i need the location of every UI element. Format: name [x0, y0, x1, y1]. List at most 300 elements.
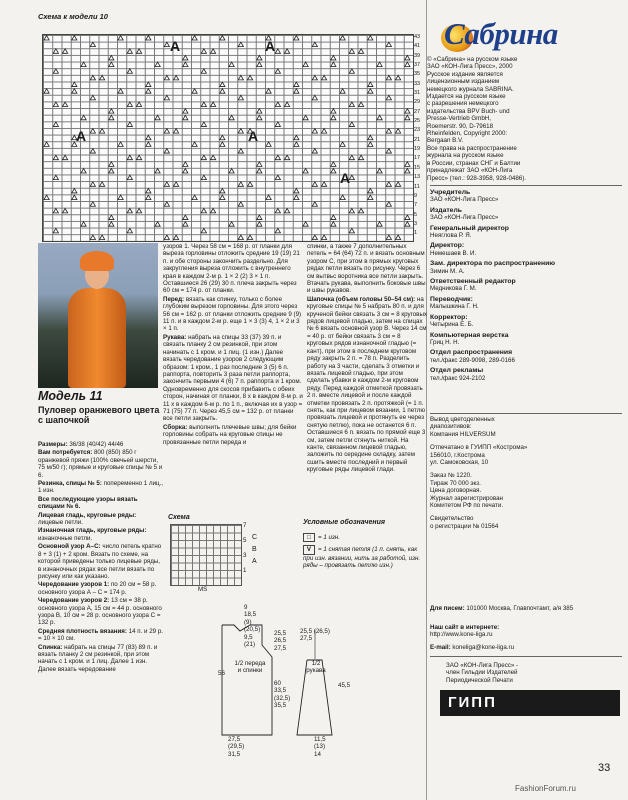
chart-stitch-symbol — [368, 36, 373, 41]
chart-stitch-symbol — [275, 69, 280, 74]
chart-stitch-symbol — [220, 36, 225, 41]
instruction-text: выполнить плечевые швы; для бейки горловины собрать на круговые спицы не провязанные петли переда и — [163, 423, 297, 446]
chart-stitch-symbol — [368, 89, 373, 94]
chart-stitch-symbol — [312, 235, 317, 240]
chart-stitch-symbol — [72, 195, 77, 200]
chart-stitch-symbol — [164, 42, 169, 47]
chart-stitch-symbol — [405, 215, 410, 220]
instruction-paragraph — [38, 628, 163, 643]
front-height-measure: (32,5) — [274, 694, 291, 702]
instruction-heading: Перед: — [163, 295, 185, 303]
print-line: Компания HILVERSUM — [430, 430, 496, 438]
member-info — [446, 662, 616, 684]
staff-entry — [430, 189, 625, 204]
chart-stitch-symbol — [275, 175, 280, 180]
chart-stitch-symbol — [90, 129, 95, 134]
chart-row-numbers — [414, 34, 426, 240]
legend-item — [303, 545, 423, 569]
chart-letter: A — [76, 128, 87, 144]
instruction-heading: Резинка, спицы № 5: — [38, 480, 102, 488]
chart-stitch-symbol — [257, 169, 262, 174]
sleeve-top-measure: 27,5 — [300, 635, 313, 643]
instruction-paragraph — [307, 243, 427, 295]
chart-stitch-symbol — [44, 36, 49, 41]
chart-stitch-symbol — [155, 62, 160, 67]
chart-stitch-symbol — [368, 142, 373, 147]
chart-stitch-symbol — [312, 182, 317, 187]
print-line: Вывод цветоделенных — [430, 416, 495, 423]
chart-stitch-symbol — [294, 142, 299, 147]
chart-stitch-symbol — [127, 208, 132, 213]
chart-stitch-symbol — [322, 129, 327, 134]
chart-stitch-symbol — [155, 222, 160, 227]
chart-stitch-symbol — [137, 155, 142, 160]
chart-stitch-symbol — [201, 49, 206, 54]
chart-stitch-symbol — [155, 169, 160, 174]
chart-stitch-symbol — [312, 75, 317, 80]
chart-stitch-symbol — [340, 89, 345, 94]
chart-stitch-symbol — [72, 142, 77, 147]
chart-stitch-symbol — [220, 89, 225, 94]
chart-stitch-symbol — [386, 42, 391, 47]
chart-stitch-symbol — [211, 155, 216, 160]
chart-stitch-symbol — [109, 162, 114, 167]
sleeve-bottom-measures — [314, 736, 344, 758]
print-line: Цена договорная. — [430, 487, 482, 495]
sleeve-top-measures — [300, 628, 360, 643]
staff-name: Малышкина Г. Н. — [430, 303, 479, 311]
chart-stitch-symbol — [127, 155, 132, 160]
imprint-line: Roemerstr. 90, D-79618 — [427, 122, 494, 130]
scheme-row-label: 3 — [243, 552, 247, 559]
instruction-heading: Средняя плотность вязания: — [38, 627, 127, 635]
chart-stitch-symbol — [211, 208, 216, 213]
front-top-measure: (21) — [244, 641, 256, 649]
chart-stitch-symbol — [118, 89, 123, 94]
chart-stitch-symbol — [312, 129, 317, 134]
site-link[interactable]: http://www.kone-liga.ru — [430, 631, 493, 639]
front-top-measures — [244, 604, 272, 648]
chart-stitch-symbol — [368, 135, 373, 140]
chart-stitch-symbol — [220, 135, 225, 140]
chart-stitch-symbol — [238, 235, 243, 240]
chart-stitch-symbol — [405, 222, 410, 227]
scheme-row-label: 1 — [243, 567, 247, 574]
chart-stitch-symbol — [248, 129, 253, 134]
chart-stitch-symbol — [248, 75, 253, 80]
chart-stitch-symbol — [285, 208, 290, 213]
imprint-line: Пресс» (тел.: 928-3958, 928-0486). — [427, 174, 527, 182]
chart-stitch-symbol — [164, 75, 169, 80]
chart-stitch-symbol — [368, 188, 373, 193]
chart-stitch-symbol — [257, 55, 262, 60]
chart-stitch-symbol — [331, 115, 336, 120]
front-top-measure: 18,5 — [244, 611, 257, 619]
chart-stitch-symbol — [109, 115, 114, 120]
front-top-measure: (20,5) — [244, 626, 261, 634]
chart-stitch-symbol — [405, 169, 410, 174]
staff-entry — [430, 278, 625, 293]
sleeve-label: 1/2 рукава — [306, 660, 326, 675]
chart-stitch-symbol — [303, 222, 308, 227]
chart-stitch-symbol — [331, 222, 336, 227]
chart-stitch-symbol — [294, 135, 299, 140]
staff-entry — [430, 332, 625, 347]
model-photo — [38, 243, 158, 388]
imprint-line: лицензионным изданием — [427, 78, 500, 86]
chart-stitch-symbol — [109, 109, 114, 114]
chart-stitch-symbol — [211, 49, 216, 54]
chart-row-number: 11 — [414, 183, 420, 190]
chart-stitch-symbol — [183, 162, 188, 167]
chart-title: Схема к модели 10 — [38, 12, 108, 21]
chart-stitch-symbol — [174, 75, 179, 80]
chart-stitch-symbol — [294, 195, 299, 200]
gipp-logo — [440, 690, 620, 716]
front-top-measure: 9,5 — [244, 633, 253, 641]
instruction-paragraph — [38, 512, 163, 527]
page-number: 33 — [598, 762, 611, 774]
instruction-paragraph — [38, 597, 163, 627]
staff-name: ЗАО «КОН-Лига Пресс» — [430, 214, 499, 222]
instruction-text: попеременно 1 лиц., 1 изн. — [38, 480, 164, 495]
letters-value: 101000 Москва, Главпочтамт, а/я 385 — [466, 605, 574, 612]
chart-stitch-symbol — [72, 82, 77, 87]
chart-row-number: 23 — [414, 127, 421, 134]
chart-stitch-symbol — [396, 75, 401, 80]
staff-role: Переводчик: — [430, 295, 473, 303]
instruction-heading: Все последующие узоры вязать спицами № 6. — [38, 495, 138, 511]
chart-stitch-symbol — [90, 42, 95, 47]
front-bottom-measure: (29,5) — [228, 743, 245, 751]
chart-stitch-symbol — [127, 175, 132, 180]
chart-stitch-symbol — [331, 169, 336, 174]
chart-stitch-symbol — [257, 222, 262, 227]
staff-name: Немешаев В. И. — [430, 249, 477, 257]
staff-entry — [430, 349, 625, 364]
chart-stitch-symbol — [229, 222, 234, 227]
chart-stitch-symbol — [183, 222, 188, 227]
chart-stitch-symbol — [90, 235, 95, 240]
chart-stitch-symbol — [294, 188, 299, 193]
imprint-line: Все права на распространение — [427, 144, 517, 152]
sleeve-height: 45,5 — [338, 682, 351, 689]
chart-stitch-symbol — [294, 82, 299, 87]
chart-stitch-symbol — [377, 62, 382, 67]
chart-stitch-symbol — [137, 102, 142, 107]
sleeve-bottom-measure: 14 — [314, 750, 321, 758]
chart-stitch-symbol — [201, 155, 206, 160]
imprint-line: журнала на русском языке — [427, 152, 504, 160]
print-line: Свидетельство — [430, 515, 474, 523]
chart-row-number: 33 — [414, 80, 421, 87]
model-title: Модель 11 — [38, 389, 103, 403]
chart-stitch-symbol — [359, 208, 364, 213]
chart-stitch-symbol — [81, 115, 86, 120]
scheme-row-label: 5 — [243, 537, 247, 544]
divider — [430, 185, 622, 186]
instruction-text: спинки, а также 7 дополнительных петель = 64 (64) 72 п. и вязать основным узором С, при этом в прямых круговых рядах петли вязать по рисунку. Через 6 см вытвьс воротника все петли закрыть. Втачать рукава, выполнить боковые швы и швы рукавов. — [307, 243, 426, 295]
email-block — [430, 644, 620, 651]
chart-stitch-symbol — [257, 115, 262, 120]
member-line: ЗАО «КОН-Лига Пресс» - — [446, 662, 519, 669]
chart-stitch-symbol — [201, 208, 206, 213]
chart-stitch-symbol — [386, 149, 391, 154]
chart-row-number: 31 — [414, 90, 421, 97]
chart-stitch-symbol — [146, 135, 151, 140]
staff-role: Ответственный редактор — [430, 278, 516, 286]
chart-stitch-symbol — [257, 215, 262, 220]
chart-stitch-symbol — [220, 195, 225, 200]
chart-stitch-symbol — [44, 89, 49, 94]
print-line: ул. Самоковская, 10 — [430, 459, 489, 467]
chart-stitch-symbol — [238, 42, 243, 47]
imprint-line: издательства BPV Buch- und — [427, 107, 510, 115]
imprint-line: немецкого журнала SABRINA. — [427, 85, 514, 93]
imprint-line: Rheinfelden, Copyright 2000: — [427, 130, 508, 138]
staff-list — [430, 189, 625, 385]
chart-stitch-symbol — [183, 109, 188, 114]
chart-stitch-symbol — [266, 36, 271, 41]
chart-stitch-symbol — [118, 142, 123, 147]
chart-stitch-symbol — [359, 102, 364, 107]
chart-stitch-symbol — [201, 102, 206, 107]
chart-stitch-symbol — [100, 129, 105, 134]
front-height-measure: 60 — [274, 680, 281, 687]
chart-stitch-symbol — [164, 202, 169, 207]
staff-entry — [430, 367, 625, 382]
chart-stitch-symbol — [53, 208, 58, 213]
instructions-col-1 — [38, 441, 163, 674]
chart-stitch-symbol — [72, 188, 77, 193]
chart-stitch-symbol — [211, 102, 216, 107]
chart-stitch-symbol — [331, 215, 336, 220]
chart-stitch-symbol — [183, 55, 188, 60]
chart-stitch-symbol — [322, 235, 327, 240]
chart-stitch-symbol — [386, 129, 391, 134]
chart-stitch-symbol — [220, 82, 225, 87]
chart-stitch-symbol — [100, 182, 105, 187]
instruction-text: 800 (850) 850 г оранжевой пряжи (100% овечьей шерсти, 75 м/50 г); прямые и круговые спицы № 5 и 6. — [38, 449, 163, 479]
member-line: член Гильдии Издателей — [446, 669, 518, 677]
chart-stitch-symbol — [359, 155, 364, 160]
staff-name: Четырина Е. Б. — [430, 321, 474, 329]
chart-stitch-symbol — [109, 222, 114, 227]
instruction-heading: Рукава: — [163, 333, 187, 341]
chart-stitch-symbol — [183, 115, 188, 120]
staff-entry — [430, 242, 625, 257]
legend-item — [303, 533, 423, 542]
chart-stitch-symbol — [266, 142, 271, 147]
chart-stitch-symbol — [248, 235, 253, 240]
instruction-text: набрать на спицы 77 (83) 89 п. и вязать планку 2 см резинкой, при этом начать с 1 кром. и 1 лиц. Далее 1 изн. Далее вязать чередование — [38, 643, 158, 673]
instruction-heading: Изнаночная гладь, круговые ряды: — [38, 527, 147, 535]
front-bottom-measure: 31,5 — [228, 750, 241, 758]
chart-stitch-symbol — [81, 169, 86, 174]
chart-stitch-symbol — [331, 162, 336, 167]
staff-role: Генеральный директор — [430, 224, 509, 232]
chart-stitch-symbol — [53, 228, 58, 233]
staff-role: Зам. директора по распространению — [430, 260, 556, 268]
chart-stitch-symbol — [405, 162, 410, 167]
print-line: Комитетом РФ по печати. — [430, 502, 504, 510]
chart-row-number: 35 — [414, 71, 421, 78]
front-right-measure: 25,5 — [274, 630, 287, 637]
email-link[interactable]: koneliga@kone-liga.ru — [452, 644, 515, 651]
print-line: Отпечатано в ГУИПП «Кострома» — [430, 444, 528, 452]
print-line: Журнал зарегистрирован — [430, 494, 503, 502]
chart-stitch-symbol — [303, 115, 308, 120]
chart-letter: A — [170, 38, 181, 54]
front-back-label: 1/2 переда и спинки — [234, 660, 266, 675]
instruction-paragraph — [38, 543, 163, 580]
chart-stitch-symbol — [90, 75, 95, 80]
chart-stitch-symbol — [127, 228, 132, 233]
legend-text: = 1 снятая петля (1 п. снять, как при изн. вязании, нить за работой, изн. ряды – провязать петлю изн.) — [303, 546, 421, 570]
chart-row-number: 17 — [414, 155, 421, 162]
chart-stitch-symbol — [220, 142, 225, 147]
chart-stitch-symbol — [90, 149, 95, 154]
chart-stitch-symbol — [53, 102, 58, 107]
chart-row-number: 13 — [414, 174, 421, 181]
site-block — [430, 624, 620, 639]
instructions-col-2 — [163, 243, 303, 447]
chart-row-number: 5 — [414, 211, 418, 218]
staff-role: Отдел распространения — [430, 349, 513, 357]
chart-stitch-symbol — [174, 182, 179, 187]
chart-stitch-symbol — [63, 102, 68, 107]
brand-name: Сабрина — [444, 16, 558, 51]
chart-stitch-symbol — [201, 228, 206, 233]
chart-stitch-symbol — [109, 215, 114, 220]
chart-stitch-symbol — [266, 89, 271, 94]
chart-stitch-symbol — [53, 175, 58, 180]
instruction-paragraph — [163, 243, 303, 295]
staff-role: Издатель — [430, 206, 462, 214]
staff-role: Директор: — [430, 242, 465, 250]
front-height-left: 56 — [218, 670, 225, 677]
chart-stitch-symbol — [377, 169, 382, 174]
chart-stitch-symbol — [109, 62, 114, 67]
chart-stitch-symbol — [127, 49, 132, 54]
chart-row-number: 37 — [414, 62, 421, 69]
chart-stitch-symbol — [44, 195, 49, 200]
instruction-heading: Лицевая гладь, круговые ряды: — [38, 511, 137, 519]
scheme-row-label: 7 — [243, 522, 247, 529]
chart-stitch-symbol — [377, 115, 382, 120]
front-height-measure: 35,5 — [274, 702, 287, 710]
chart-stitch-symbol — [137, 49, 142, 54]
instruction-paragraph — [38, 441, 163, 448]
chart-stitch-symbol — [118, 195, 123, 200]
front-top-measure: 9 — [244, 604, 248, 611]
legend-symbol: □ — [303, 533, 315, 542]
chart-stitch-symbol — [238, 149, 243, 154]
chart-row-number: 19 — [414, 146, 421, 153]
chart-stitch-symbol — [248, 182, 253, 187]
chart-stitch-symbol — [53, 122, 58, 127]
chart-stitch-symbol — [294, 89, 299, 94]
site-label: Наш сайт в интернете: — [430, 624, 500, 631]
chart-stitch-symbol — [349, 155, 354, 160]
staff-role: Учредитель — [430, 189, 471, 196]
chart-stitch-symbol — [44, 142, 49, 147]
chart-stitch-symbol — [192, 36, 197, 41]
imprint-line: Presse-Vertrieb GmbH, — [427, 115, 491, 123]
chart-stitch-symbol — [155, 115, 160, 120]
chart-stitch-symbol — [349, 228, 354, 233]
letters-block — [430, 605, 620, 612]
chart-stitch-symbol — [146, 195, 151, 200]
staff-name: тел./факс 289-9098, 289-0166 — [430, 356, 515, 364]
instruction-heading: Шапочка (объем головы 50–54 см): — [307, 295, 416, 303]
chart-stitch-symbol — [275, 102, 280, 107]
sleeve-top-measure: 25,5 (26,5) — [300, 628, 330, 635]
chart-stitch-symbol — [275, 49, 280, 54]
chart-stitch-symbol — [201, 69, 206, 74]
scheme-letter: A — [252, 558, 257, 565]
chart-stitch-symbol — [405, 115, 410, 120]
chart-stitch-symbol — [118, 36, 123, 41]
chart-stitch-symbol — [303, 169, 308, 174]
chart-stitch-symbol — [238, 95, 243, 100]
chart-stitch-symbol — [312, 149, 317, 154]
chart-stitch-symbol — [174, 235, 179, 240]
chart-stitch-symbol — [100, 235, 105, 240]
divider — [430, 656, 622, 657]
chart-stitch-symbol — [229, 169, 234, 174]
instruction-text: вязать как спинку, только с более глубоким вырезом горловины. Для этого через 56 см = 162 р. от планки отложить средние 9 (9) 11 п. и в каждом 2-м р. еще 1 × 3 (3) 4, 1 × 2 и 3 × 1 п. — [163, 295, 302, 333]
chart-stitch-symbol — [164, 182, 169, 187]
staff-name: Зимин М. А. — [430, 267, 465, 275]
imprint-line: Русское издание является — [427, 70, 503, 78]
staff-name: Неяглова Р. Я. — [430, 232, 472, 240]
instruction-text: лицевые петли. — [38, 519, 83, 527]
front-right-measure: 26,5 — [274, 637, 287, 645]
instruction-text: по 20 см = 58 р. основного узора А – С = 174 р. — [38, 581, 157, 596]
chart-stitch-symbol — [238, 202, 243, 207]
chart-stitch-symbol — [183, 169, 188, 174]
instruction-text: на круговые спицы № 5 набрать 80 п. и для крученой бейки связать 3 см = 8 круговых рядов лицевой гладью, затем на спицах № 6 вязать основной узор В. Через 14 см = 40 р. от бейки связать 3 см = 8 круговых рядов изнаночной гладью (= кант), при этом в последнем круговом ряду закрыть 2 п. = 78 п. Разделить работу на 3 части, сделать 3 отметки и вязать лицевой гладью, при этом сделать убавки в каждом 2-м круговом ряду. Перед каждой отметкой провязать 2 п. вместе лицевой и после каждой отметки провязать 2 п. протяжкой (= 1 п. снять, как при лицевом вязании, 1 петлю провязать лицевой и протянуть ее через снятую петлю), пока не останется 6 п. Оставшиеся 6 п. вязать по прямой еще 3 см, затем петли стянуть ниткой. На канте, связанном лицевой гладью, заложить по середине складку, затем сшить вместе последний и первый круговые ряды лицевой глади. — [307, 295, 427, 474]
chart-stitch-symbol — [90, 202, 95, 207]
staff-name: Гриц Н. Н. — [430, 338, 460, 346]
gipp-logo-text: ГИПП — [448, 694, 497, 711]
chart-stitch-symbol — [220, 188, 225, 193]
chart-stitch-symbol — [312, 95, 317, 100]
chart-stitch-symbol — [146, 89, 151, 94]
imprint-line: Издается на русском языке — [427, 93, 506, 101]
imprint-line: ЗАО «КОН-Лига Пресс», 2000 — [427, 63, 513, 71]
staff-name: Медникова Г. М. — [430, 285, 477, 293]
staff-name: тел./факс 924-2102 — [430, 374, 486, 382]
chart-row-number: 27 — [414, 108, 421, 115]
chart-stitch-symbol — [257, 62, 262, 67]
chart-row-number: 7 — [414, 202, 418, 209]
chart-stitch-symbol — [63, 155, 68, 160]
instruction-paragraph — [38, 527, 163, 542]
member-line: Периодической Печати — [446, 676, 513, 684]
print-line: о регистрации № 01564 — [430, 522, 499, 530]
instruction-heading: Вам потребуется: — [38, 449, 93, 457]
chart-stitch-symbol — [146, 82, 151, 87]
chart-stitch-symbol — [349, 102, 354, 107]
chart-row-number: 39 — [414, 52, 421, 59]
chart-stitch-symbol — [229, 62, 234, 67]
chart-stitch-symbol — [285, 102, 290, 107]
chart-stitch-symbol — [331, 55, 336, 60]
chart-stitch-symbol — [72, 36, 77, 41]
instruction-text: 36/38 (40/42) 44/46 — [67, 441, 124, 448]
